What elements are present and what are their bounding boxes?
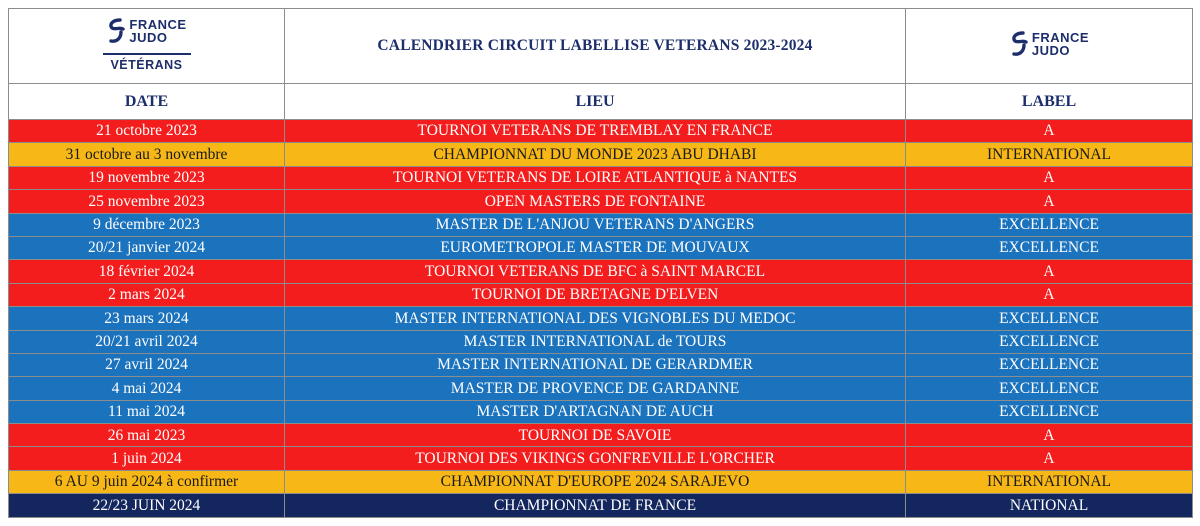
column-header-row: [9, 84, 1193, 120]
cell-lieu: CHAMPIONNAT DU MONDE 2023 ABU DHABI: [285, 143, 906, 166]
cell-label: EXCELLENCE: [906, 353, 1193, 376]
cell-label: EXCELLENCE: [906, 307, 1193, 330]
table-row: [9, 190, 1193, 213]
cell-date: 20/21 avril 2024: [9, 330, 285, 353]
cell-date: 21 octobre 2023: [9, 120, 285, 143]
calendar-sheet: [8, 8, 1192, 518]
france-judo-veterans-logo: [103, 18, 191, 72]
table-row: [9, 424, 1193, 447]
table-row: [9, 400, 1193, 423]
table-row: [9, 447, 1193, 470]
table-row: [9, 470, 1193, 493]
cell-lieu: TOURNOI VETERANS DE TREMBLAY EN FRANCE: [285, 120, 906, 143]
cell-lieu: MASTER INTERNATIONAL DE GERARDMER: [285, 353, 906, 376]
cell-lieu: EUROMETROPOLE MASTER DE MOUVAUX: [285, 236, 906, 259]
france-judo-mark-icon: [1009, 31, 1029, 57]
table-row: [9, 494, 1193, 517]
cell-date: 2 mars 2024: [9, 283, 285, 306]
logo-line-2: JUDO: [129, 30, 168, 46]
cell-label: A: [906, 166, 1193, 189]
cell-lieu: TOURNOI VETERANS DE BFC à SAINT MARCEL: [285, 260, 906, 283]
cell-lieu: MASTER INTERNATIONAL DES VIGNOBLES DU MEDOC: [285, 307, 906, 330]
cell-lieu: CHAMPIONNAT DE FRANCE: [285, 494, 906, 517]
cell-date: 26 mai 2023: [9, 424, 285, 447]
column-header-label: LABEL: [906, 84, 1193, 120]
header-row: [9, 9, 1193, 84]
cell-label: A: [906, 283, 1193, 306]
cell-date: 25 novembre 2023: [9, 190, 285, 213]
table-row: [9, 166, 1193, 189]
cell-label: A: [906, 260, 1193, 283]
cell-lieu: MASTER DE PROVENCE DE GARDANNE: [285, 377, 906, 400]
cell-date: 9 décembre 2023: [9, 213, 285, 236]
france-judo-mark-icon: [106, 18, 126, 44]
cell-date: 6 AU 9 juin 2024 à confirmer: [9, 470, 285, 493]
logo-line-2: JUDO: [1031, 42, 1071, 58]
logo-line-1: FRANCE: [129, 17, 187, 33]
logo-line-1: FRANCE: [1031, 29, 1090, 45]
cell-label: A: [906, 447, 1193, 470]
right-logo-cell: [906, 9, 1193, 84]
cell-label: INTERNATIONAL: [906, 470, 1193, 493]
table-row: [9, 143, 1193, 166]
cell-lieu: MASTER D'ARTAGNAN DE AUCH: [285, 400, 906, 423]
table-row: [9, 260, 1193, 283]
cell-date: 1 juin 2024: [9, 447, 285, 470]
cell-lieu: TOURNOI DES VIKINGS GONFREVILLE L'ORCHER: [285, 447, 906, 470]
cell-date: 11 mai 2024: [9, 400, 285, 423]
cell-lieu: CHAMPIONNAT D'EUROPE 2024 SARAJEVO: [285, 470, 906, 493]
cell-date: 22/23 JUIN 2024: [9, 494, 285, 517]
cell-date: 4 mai 2024: [9, 377, 285, 400]
table-row: [9, 213, 1193, 236]
cell-lieu: MASTER DE L'ANJOU VETERANS D'ANGERS: [285, 213, 906, 236]
cell-lieu: TOURNOI DE BRETAGNE D'ELVEN: [285, 283, 906, 306]
cell-label: EXCELLENCE: [906, 213, 1193, 236]
cell-label: EXCELLENCE: [906, 330, 1193, 353]
cell-lieu: TOURNOI DE SAVOIE: [285, 424, 906, 447]
cell-lieu: TOURNOI VETERANS DE LOIRE ATLANTIQUE à NANTES: [285, 166, 906, 189]
cell-lieu: OPEN MASTERS DE FONTAINE: [285, 190, 906, 213]
cell-date: 19 novembre 2023: [9, 166, 285, 189]
logo-subtitle: VÉTÉRANS: [110, 57, 183, 72]
table-row: [9, 377, 1193, 400]
cell-label: NATIONAL: [906, 494, 1193, 517]
cell-date: 23 mars 2024: [9, 307, 285, 330]
column-header-date: DATE: [9, 84, 285, 120]
page-title: CALENDRIER CIRCUIT LABELLISE VETERANS 2023-2024: [377, 37, 813, 54]
france-judo-logo: [1009, 31, 1089, 57]
table-row: [9, 307, 1193, 330]
cell-date: 31 octobre au 3 novembre: [9, 143, 285, 166]
table-row: [9, 236, 1193, 259]
cell-label: EXCELLENCE: [906, 236, 1193, 259]
left-logo-cell: [9, 9, 285, 84]
title-cell: [285, 9, 906, 84]
column-header-lieu: LIEU: [285, 84, 906, 120]
table-row: [9, 120, 1193, 143]
cell-label: A: [906, 120, 1193, 143]
cell-date: 18 février 2024: [9, 260, 285, 283]
cell-label: INTERNATIONAL: [906, 143, 1193, 166]
cell-lieu: MASTER INTERNATIONAL de TOURS: [285, 330, 906, 353]
cell-label: EXCELLENCE: [906, 400, 1193, 423]
table-row: [9, 330, 1193, 353]
logo-divider: [103, 53, 191, 55]
cell-date: 27 avril 2024: [9, 353, 285, 376]
cell-date: 20/21 janvier 2024: [9, 236, 285, 259]
cell-label: A: [906, 190, 1193, 213]
table-row: [9, 283, 1193, 306]
table-row: [9, 353, 1193, 376]
cell-label: A: [906, 424, 1193, 447]
calendar-table: [8, 8, 1193, 518]
cell-label: EXCELLENCE: [906, 377, 1193, 400]
